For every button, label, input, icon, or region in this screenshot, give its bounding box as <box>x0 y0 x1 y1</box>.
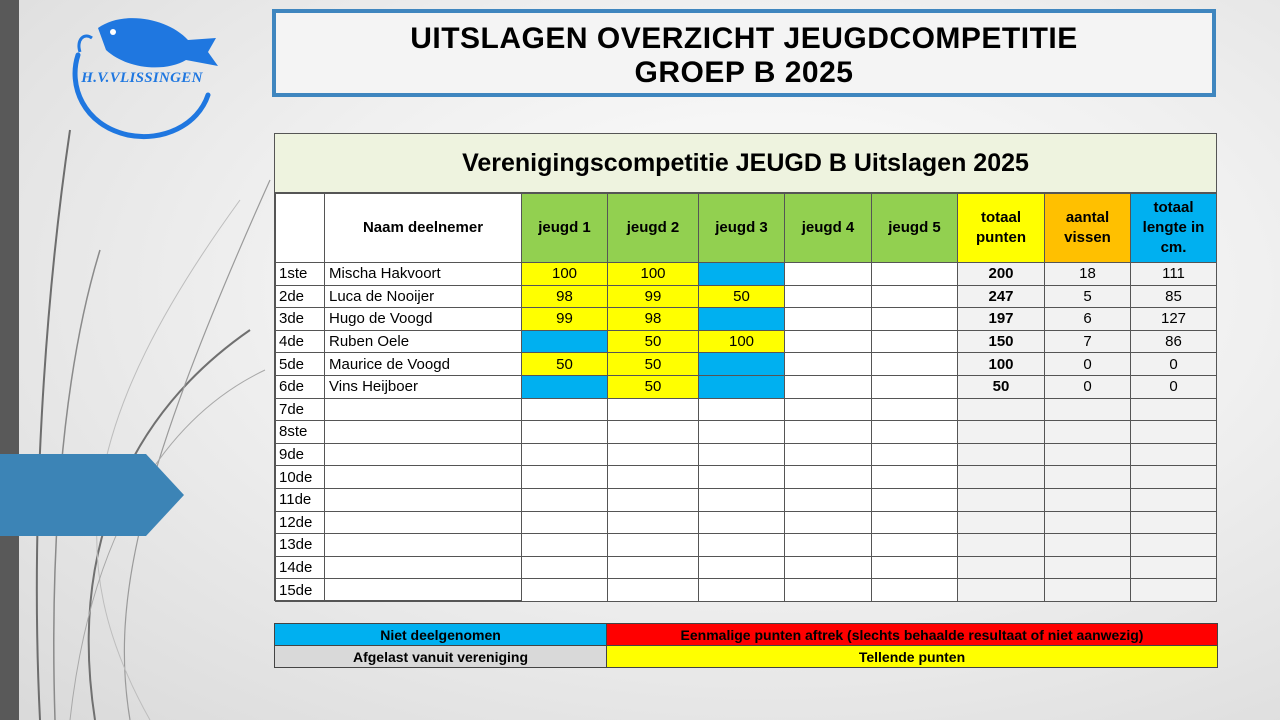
name-cell <box>325 421 522 444</box>
name-cell: Hugo de Voogd <box>325 308 522 331</box>
jeugd-2-cell: 50 <box>608 330 699 353</box>
fish-count-cell: 18 <box>1045 263 1131 286</box>
legend-deduction: Eenmalige punten aftrek (slechts behaalde resultaat of niet aanwezig) <box>607 624 1218 646</box>
total-length-cell <box>1131 556 1217 579</box>
legend-counting: Tellende punten <box>607 646 1218 668</box>
jeugd-1-cell <box>522 579 608 602</box>
name-cell <box>325 488 522 511</box>
results-table <box>275 193 1217 602</box>
jeugd-5-cell <box>872 556 958 579</box>
total-length-cell <box>1131 443 1217 466</box>
jeugd-2-cell <box>608 421 699 444</box>
jeugd-5-cell <box>872 534 958 557</box>
legend-row <box>275 646 1218 668</box>
fish-count-cell <box>1045 488 1131 511</box>
header-total-length: totaal lengte in cm. <box>1131 194 1217 263</box>
total-length-cell <box>1131 421 1217 444</box>
rank-cell: 10de <box>276 466 325 489</box>
header-jeugd-2: jeugd 2 <box>608 194 699 263</box>
total-points-cell: 247 <box>958 285 1045 308</box>
fish-count-cell <box>1045 511 1131 534</box>
jeugd-1-cell <box>522 556 608 579</box>
rank-cell: 7de <box>276 398 325 421</box>
legend-row <box>275 624 1218 646</box>
jeugd-1-cell: 50 <box>522 353 608 376</box>
jeugd-5-cell <box>872 466 958 489</box>
jeugd-5-cell <box>872 308 958 331</box>
jeugd-2-cell: 100 <box>608 263 699 286</box>
jeugd-4-cell <box>785 421 872 444</box>
jeugd-4-cell <box>785 285 872 308</box>
total-length-cell: 0 <box>1131 375 1217 398</box>
jeugd-2-cell <box>608 511 699 534</box>
jeugd-2-cell: 50 <box>608 375 699 398</box>
jeugd-3-cell <box>699 534 785 557</box>
total-points-cell: 197 <box>958 308 1045 331</box>
header-jeugd-3: jeugd 3 <box>699 194 785 263</box>
jeugd-1-cell <box>522 511 608 534</box>
jeugd-4-cell <box>785 556 872 579</box>
table-row <box>276 511 1217 534</box>
jeugd-4-cell <box>785 534 872 557</box>
legend-cancelled: Afgelast vanuit vereniging <box>275 646 607 668</box>
jeugd-2-cell <box>608 488 699 511</box>
jeugd-4-cell <box>785 443 872 466</box>
legend-table <box>274 623 1218 668</box>
jeugd-3-cell <box>699 263 785 286</box>
header-name: Naam deelnemer <box>325 194 522 263</box>
jeugd-1-cell <box>522 330 608 353</box>
jeugd-4-cell <box>785 579 872 602</box>
jeugd-5-cell <box>872 263 958 286</box>
total-points-cell <box>958 443 1045 466</box>
name-cell <box>325 511 522 534</box>
jeugd-4-cell <box>785 511 872 534</box>
name-cell: Mischa Hakvoort <box>325 263 522 286</box>
results-sheet <box>274 133 1217 601</box>
table-row <box>276 488 1217 511</box>
jeugd-1-cell <box>522 421 608 444</box>
jeugd-3-cell: 50 <box>699 285 785 308</box>
jeugd-5-cell <box>872 511 958 534</box>
total-length-cell <box>1131 511 1217 534</box>
jeugd-5-cell <box>872 488 958 511</box>
sheet-title: Verenigingscompetitie JEUGD B Uitslagen 2025 <box>275 134 1216 193</box>
fish-count-cell <box>1045 398 1131 421</box>
rank-cell: 14de <box>276 556 325 579</box>
header-jeugd-5: jeugd 5 <box>872 194 958 263</box>
total-points-cell: 150 <box>958 330 1045 353</box>
name-cell <box>325 579 522 602</box>
logo-text: H.V.VLISSINGEN <box>81 70 203 86</box>
rank-cell: 6de <box>276 375 325 398</box>
jeugd-4-cell <box>785 488 872 511</box>
header-fish-count: aantal vissen <box>1045 194 1131 263</box>
total-length-cell: 0 <box>1131 353 1217 376</box>
total-points-cell <box>958 488 1045 511</box>
table-row <box>276 353 1217 376</box>
total-points-cell <box>958 556 1045 579</box>
total-length-cell: 85 <box>1131 285 1217 308</box>
total-length-cell <box>1131 488 1217 511</box>
rank-cell: 5de <box>276 353 325 376</box>
total-length-cell: 111 <box>1131 263 1217 286</box>
name-cell: Luca de Nooijer <box>325 285 522 308</box>
total-points-cell <box>958 511 1045 534</box>
jeugd-4-cell <box>785 398 872 421</box>
jeugd-3-cell <box>699 556 785 579</box>
fish-count-cell <box>1045 443 1131 466</box>
name-cell <box>325 443 522 466</box>
jeugd-3-cell <box>699 443 785 466</box>
total-points-cell: 200 <box>958 263 1045 286</box>
jeugd-2-cell: 98 <box>608 308 699 331</box>
jeugd-5-cell <box>872 421 958 444</box>
jeugd-3-cell <box>699 421 785 444</box>
jeugd-4-cell <box>785 466 872 489</box>
jeugd-1-cell: 100 <box>522 263 608 286</box>
jeugd-5-cell <box>872 353 958 376</box>
name-cell <box>325 466 522 489</box>
jeugd-4-cell <box>785 353 872 376</box>
fish-count-cell <box>1045 556 1131 579</box>
table-row <box>276 556 1217 579</box>
total-points-cell <box>958 534 1045 557</box>
header-jeugd-4: jeugd 4 <box>785 194 872 263</box>
rank-cell: 1ste <box>276 263 325 286</box>
table-row <box>276 330 1217 353</box>
fish-count-cell <box>1045 421 1131 444</box>
fish-count-cell: 7 <box>1045 330 1131 353</box>
rank-cell: 3de <box>276 308 325 331</box>
table-row <box>276 421 1217 444</box>
results-body <box>276 263 1217 602</box>
jeugd-2-cell: 50 <box>608 353 699 376</box>
jeugd-4-cell <box>785 263 872 286</box>
jeugd-1-cell: 98 <box>522 285 608 308</box>
jeugd-4-cell <box>785 375 872 398</box>
rank-cell: 15de <box>276 579 325 602</box>
arrow-tab-shape <box>0 454 184 536</box>
fish-count-cell <box>1045 534 1131 557</box>
fish-count-cell: 0 <box>1045 353 1131 376</box>
total-points-cell <box>958 466 1045 489</box>
header-total-points: totaal punten <box>958 194 1045 263</box>
name-cell <box>325 534 522 557</box>
jeugd-3-cell <box>699 466 785 489</box>
jeugd-3-cell <box>699 375 785 398</box>
table-row <box>276 579 1217 602</box>
table-row <box>276 443 1217 466</box>
jeugd-2-cell <box>608 466 699 489</box>
jeugd-3-cell <box>699 398 785 421</box>
jeugd-2-cell <box>608 443 699 466</box>
jeugd-3-cell <box>699 488 785 511</box>
total-length-cell <box>1131 398 1217 421</box>
jeugd-3-cell <box>699 511 785 534</box>
title-banner <box>272 9 1216 97</box>
title-line-1: UITSLAGEN OVERZICHT JEUGDCOMPETITIE <box>410 22 1078 55</box>
legend-not-participated: Niet deelgenomen <box>275 624 607 646</box>
jeugd-1-cell <box>522 443 608 466</box>
jeugd-2-cell <box>608 398 699 421</box>
jeugd-2-cell <box>608 534 699 557</box>
title-line-2: GROEP B 2025 <box>634 56 854 89</box>
fish-count-cell: 0 <box>1045 375 1131 398</box>
rank-cell: 12de <box>276 511 325 534</box>
jeugd-1-cell: 99 <box>522 308 608 331</box>
jeugd-3-cell <box>699 308 785 331</box>
jeugd-5-cell <box>872 398 958 421</box>
name-cell <box>325 398 522 421</box>
name-cell: Maurice de Voogd <box>325 353 522 376</box>
jeugd-3-cell: 100 <box>699 330 785 353</box>
fish-count-cell <box>1045 466 1131 489</box>
total-points-cell <box>958 421 1045 444</box>
table-row <box>276 263 1217 286</box>
jeugd-1-cell <box>522 398 608 421</box>
table-row <box>276 375 1217 398</box>
name-cell: Ruben Oele <box>325 330 522 353</box>
jeugd-5-cell <box>872 330 958 353</box>
jeugd-1-cell <box>522 534 608 557</box>
jeugd-5-cell <box>872 285 958 308</box>
fish-count-cell: 5 <box>1045 285 1131 308</box>
total-points-cell <box>958 398 1045 421</box>
rank-cell: 2de <box>276 285 325 308</box>
rank-cell: 4de <box>276 330 325 353</box>
table-row <box>276 285 1217 308</box>
total-points-cell: 50 <box>958 375 1045 398</box>
jeugd-1-cell <box>522 375 608 398</box>
total-points-cell: 100 <box>958 353 1045 376</box>
header-jeugd-1: jeugd 1 <box>522 194 608 263</box>
header-rank <box>276 194 325 263</box>
table-row <box>276 398 1217 421</box>
total-length-cell: 127 <box>1131 308 1217 331</box>
table-row <box>276 534 1217 557</box>
jeugd-5-cell <box>872 375 958 398</box>
rank-cell: 8ste <box>276 421 325 444</box>
jeugd-1-cell <box>522 488 608 511</box>
jeugd-4-cell <box>785 308 872 331</box>
jeugd-2-cell: 99 <box>608 285 699 308</box>
total-length-cell: 86 <box>1131 330 1217 353</box>
total-length-cell <box>1131 534 1217 557</box>
rank-cell: 13de <box>276 534 325 557</box>
jeugd-4-cell <box>785 330 872 353</box>
total-length-cell <box>1131 579 1217 602</box>
jeugd-3-cell <box>699 579 785 602</box>
name-cell: Vins Heijboer <box>325 375 522 398</box>
jeugd-2-cell <box>608 579 699 602</box>
header-row <box>276 194 1217 263</box>
table-row <box>276 466 1217 489</box>
fish-count-cell: 6 <box>1045 308 1131 331</box>
rank-cell: 9de <box>276 443 325 466</box>
jeugd-5-cell <box>872 443 958 466</box>
jeugd-3-cell <box>699 353 785 376</box>
fish-count-cell <box>1045 579 1131 602</box>
rank-cell: 11de <box>276 488 325 511</box>
table-row <box>276 308 1217 331</box>
jeugd-1-cell <box>522 466 608 489</box>
jeugd-5-cell <box>872 579 958 602</box>
jeugd-2-cell <box>608 556 699 579</box>
total-points-cell <box>958 579 1045 602</box>
total-length-cell <box>1131 466 1217 489</box>
name-cell <box>325 556 522 579</box>
